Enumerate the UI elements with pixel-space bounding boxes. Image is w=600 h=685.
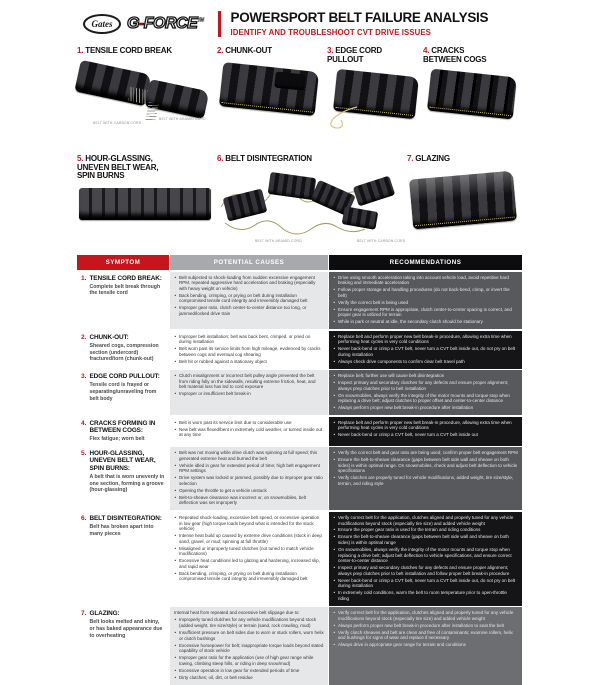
bullet-item: • Always perform proper new belt break-in procedure after installation to seat the belt bbox=[333, 623, 518, 629]
bullet-item: • In extremely cold conditions, warm the belt to room temperature prior to open-throttle riding bbox=[333, 590, 518, 601]
bullet-item: • Improper belt installation; belt was back bent, crimped, or pried on during installation bbox=[174, 334, 324, 345]
column-header-symptom: SYMPTOM bbox=[77, 255, 169, 270]
bullet-item: • Always check drive components to confirm clear belt travel path bbox=[333, 359, 518, 365]
bullet-item: • Never back-bend or crimp a CVT belt, never turn a CVT belt inside out, do not pry on belt during installation bbox=[333, 578, 518, 589]
figure-caption: BELT DISINTEGRATION bbox=[225, 154, 312, 163]
symptom-number: 6. bbox=[81, 514, 87, 522]
symptom-description: Belt has broken apart into many pieces bbox=[89, 524, 154, 537]
bullet-item: • Excessive heat conditions led to glazing and hardening, increased slip, and rapid wear bbox=[174, 558, 324, 569]
bullet-item: • Back bending, crimping, or prying on belt during installation compromised tensile cord integrity and irreversibly damaged belt bbox=[174, 293, 324, 304]
figure-caption: HOUR-GLASSING, UNEVEN BELT WEAR, SPIN BURNS bbox=[77, 154, 159, 181]
bullet-item: • Ensure the belt-to-sheave clearance (gaps between belt side wall and sheave on both sides) is within optimal range. On snowmobiles, check and adjust belt deflection to vehicle specifications bbox=[333, 457, 518, 474]
bullet-item: • Drive system was locked or jammed, possibly due to improper gear ratio selection bbox=[174, 475, 324, 486]
bullet-item: • Improper gear ratio for the application (use of high gear range while towing, climbing steep hills, or riding in deep snow/mud) bbox=[174, 655, 324, 666]
belt-cord-label: BELT WITH CARBON CORD bbox=[357, 238, 406, 243]
causes-cell bbox=[170, 512, 328, 606]
bullet-item: • Excessive operation in low gear for extended periods of time bbox=[174, 668, 324, 674]
bullet-item: • Never back-bend or crimp a CVT belt, never turn a CVT belt inside out, do not pry on belt during installation bbox=[333, 346, 518, 357]
recommendations-cell bbox=[329, 272, 522, 330]
figure-hour-glassing bbox=[77, 155, 217, 249]
symptom-number: 5. bbox=[81, 450, 87, 458]
symptom-title: EDGE CORD PULLOUT: bbox=[89, 373, 160, 381]
bullet-item: • Ensure engagement RPM is appropriate, clutch center-to-center spacing is correct, and proper gear is utilized for terrain bbox=[333, 307, 518, 318]
bullet-item: • Improperly tuned clutches for any vehicle modifications beyond stock (added weight, tire size/style) or terrain (sand, rock crawling, mud) bbox=[174, 617, 324, 628]
bullet-item: • Misaligned or improperly tuned clutches (not tuned to match vehicle modifications) bbox=[174, 546, 324, 557]
figure-caption: TENSILE CORD BREAK bbox=[85, 46, 172, 55]
bullet-item: • Verify the correct belt and gear ratio are being used; confirm proper belt engagement RPM bbox=[333, 450, 518, 456]
belt-illustration-4 bbox=[423, 67, 523, 137]
bullet-item: • Replace belt and perform proper new belt break-in procedure, allowing extra time when performing heat cycles in very cold conditions bbox=[333, 420, 518, 431]
bullet-item: • Improper or insufficient belt break-in bbox=[174, 391, 324, 397]
belt-illustration-6 bbox=[217, 167, 407, 245]
header bbox=[77, 9, 523, 39]
symptom-cell bbox=[77, 331, 169, 369]
gforce-force: FORCE bbox=[143, 15, 198, 32]
causes-cell bbox=[170, 272, 328, 330]
bullet-item: • Clutch misalignment or incorrect belt pulley angle prevented the belt from riding fully on the sidewalls, resulting extreme friction, heat, and belt material loss has led to cord exposure bbox=[174, 373, 324, 390]
bullet-item: • On snowmobiles, always verify the integrity of the motor mounts and torque stop when replacing a drive belt; adjust clutches to proper offset and center-to-center distance bbox=[333, 393, 518, 404]
symptom-title: CRACKS FORMING IN BETWEEN COGS: bbox=[89, 419, 156, 434]
symptom-description: Tensile cord is frayed or separating/unraveling from belt body bbox=[89, 382, 157, 402]
bullet-item: • Ensure the belt-to-sheave clearance (gaps between belt side wall and sheave on both sides) is within optimal range bbox=[333, 534, 518, 545]
bullet-item: • Belt was not moving while drive clutch was spinning at full speed; this generated extreme heat and burned the belt bbox=[174, 450, 324, 461]
gates-logo bbox=[83, 14, 121, 34]
belt-illustration-3 bbox=[327, 67, 423, 137]
table-row bbox=[77, 447, 523, 510]
bullet-item: • Drive using smooth acceleration taking into account vehicle load, avoid repetitive hard braking and immediate acceleration bbox=[333, 275, 518, 286]
symptom-title: BELT DISINTEGRATION: bbox=[89, 514, 162, 522]
figure-row-1 bbox=[77, 47, 523, 147]
symptom-number: 7. bbox=[81, 610, 87, 618]
gforce-logo bbox=[127, 15, 204, 33]
table-row bbox=[77, 272, 523, 330]
bullet-item: • Replace belt and perform proper new belt break-in procedure, allowing extra time when performing heat cycles in very cold conditions bbox=[333, 334, 518, 345]
gates-logo-text: Gates bbox=[91, 19, 113, 29]
header-titles bbox=[231, 11, 489, 36]
table-row bbox=[77, 417, 523, 446]
symptom-description: Sheared cogs, compression section (undercord) fractured/torn (chunk-out) bbox=[89, 342, 159, 363]
bullet-item: • Repeated shock-loading, excessive belt speed, or excessive operation in low gear (high torque loads beyond what is intended for the stock vehicle) bbox=[174, 515, 324, 532]
figure-caption: CRACKS BETWEEN COGS bbox=[423, 46, 487, 64]
pulled-cord-graphic bbox=[327, 101, 367, 131]
column-header-recommendations: RECOMMENDATIONS bbox=[329, 255, 522, 270]
symptom-cell bbox=[77, 417, 169, 446]
figure-edge-cord-pullout bbox=[327, 47, 423, 147]
bullet-item: • Verify correct belt for the application, clutches aligned and properly tuned for any vehicle modifications beyond stock (especially tire size) and added vehicle weight bbox=[333, 610, 518, 621]
bullet-item: • Back bending, crimping, or prying on belt during installation compromised tensile cord integrity and irreversibly damaged belt bbox=[174, 571, 324, 582]
column-header-potential-causes: POTENTIAL CAUSES bbox=[170, 255, 328, 270]
figure-chunk-out bbox=[217, 47, 327, 147]
recommendations-cell bbox=[329, 447, 522, 510]
bullet-item: • Always perform proper new belt break-in procedure after installation bbox=[333, 405, 518, 411]
figure-number: 1. bbox=[77, 46, 84, 55]
symptom-number: 1. bbox=[81, 274, 87, 282]
figure-caption: EDGE CORD PULLOUT bbox=[327, 46, 382, 64]
figure-cracks-between-cogs bbox=[423, 47, 523, 147]
belt-illustration-7 bbox=[407, 167, 523, 237]
figure-number: 5. bbox=[77, 154, 84, 163]
belt-illustration-2 bbox=[217, 59, 327, 129]
gforce-g: G bbox=[127, 15, 139, 32]
trademark-mark: TM bbox=[197, 17, 204, 24]
bullet-item: • New belt was flexed/bent in extremely cold weather, or turned inside out at any time bbox=[174, 427, 324, 438]
symptom-title: HOUR-GLASSING, UNEVEN BELT WEAR, SPIN BURNS: bbox=[89, 450, 156, 472]
bullet-item: • Ensure the proper gear ratio is used for the terrain and riding conditions bbox=[333, 527, 518, 533]
figure-number: 4. bbox=[423, 46, 430, 55]
bullet-item: • Insufficient pressure on belt sides due to worn or stuck rollers, worn helix or clutch bushings bbox=[174, 630, 324, 641]
table-header-row bbox=[77, 255, 523, 270]
failure-table bbox=[77, 255, 523, 685]
belt-cord-label: BELT WITH ARAMID CORD bbox=[255, 238, 302, 243]
figure-tensile-cord-break bbox=[77, 47, 217, 147]
bullet-item: • Verify clutches are properly tuned for vehicle modifications, added weight, tire size/style, terrain, and riding style bbox=[333, 475, 518, 486]
causes-cell bbox=[170, 447, 328, 510]
symptom-cell bbox=[77, 607, 169, 684]
symptom-cell bbox=[77, 512, 169, 606]
table-row bbox=[77, 607, 523, 684]
figure-caption: GLAZING bbox=[415, 154, 450, 163]
causes-cell bbox=[170, 370, 328, 415]
bullet-item: • On snowmobiles, always verify the integrity of the motor mounts and torque stop when replacing a drive belt; adjust belt deflection to vehicle specifications, and ensure correct center-to-center distance bbox=[333, 547, 518, 564]
bullet-item: • Dirty clutches; oil, dirt, or belt residue bbox=[174, 675, 324, 681]
recommendations-cell bbox=[329, 370, 522, 415]
bullet-item: • Belt-to-sheave clearance was incorrect or, on snowmobiles, belt deflection was set improperly bbox=[174, 495, 324, 506]
table-row bbox=[77, 370, 523, 415]
belt-cord-label: BELT WITH CARBON CORD bbox=[93, 120, 142, 125]
figure-number: 7. bbox=[407, 154, 414, 163]
symptom-number: 3. bbox=[81, 373, 87, 381]
causes-cell bbox=[170, 417, 328, 446]
belt-illustration-1 bbox=[77, 59, 217, 129]
symptom-description: Complete belt break through the tensile cord bbox=[89, 283, 161, 297]
bullet-item: • While in park or neutral at idle, the secondary clutch should be stationary bbox=[333, 319, 518, 325]
figure-number: 3. bbox=[327, 46, 334, 55]
bullet-item: • Inspect primary and secondary clutches for any defects and ensure proper alignment; always prep clutches prior to belt installation and follow proper belt break-in procedure bbox=[333, 565, 518, 576]
bullet-item: • Verify the correct belt is being used bbox=[333, 300, 518, 306]
symptom-number: 4. bbox=[81, 419, 87, 427]
bullet-item: • Belt is worn past its service limit due to considerable use bbox=[174, 420, 324, 426]
figure-number: 6. bbox=[217, 154, 224, 163]
symptom-cell bbox=[77, 272, 169, 330]
bullet-item: • Vehicle idled in gear for extended period of time; high belt engagement RPM settings bbox=[174, 463, 324, 474]
recommendations-cell bbox=[329, 331, 522, 369]
symptom-description: Belt looks melted and shiny, or has baked appearance due to overheating bbox=[89, 619, 163, 639]
symptom-title: GLAZING: bbox=[89, 610, 120, 618]
figure-caption: CHUNK-OUT bbox=[225, 46, 272, 55]
recommendations-cell bbox=[329, 512, 522, 606]
bullet-item: • Intense heat build up caused by extreme drive conditions (stuck in deep sand, gravel, or mud; spinning at full throttle) bbox=[174, 533, 324, 544]
belt-illustration-5 bbox=[77, 184, 217, 254]
symptom-description: Flex fatigue; worn belt bbox=[89, 436, 145, 443]
bullet-item: • Belt hit or rubbed against a stationary object bbox=[174, 359, 324, 365]
belt-cord-label: BELT WITH ARAMID CORD bbox=[159, 116, 206, 121]
bullet-item: • Verify correct belt for the application, clutches aligned and properly tuned for any vehicle modifications beyond stock (especially tire size) and added vehicle weight bbox=[333, 515, 518, 526]
figure-row-2 bbox=[77, 155, 523, 249]
symptom-title: TENSILE CORD BREAK: bbox=[89, 274, 162, 282]
bullet-item: • Verify clutch sheaves and belt are clean and free of contaminants; examine rollers, helix and bushings for signs of wear and replace if necessary bbox=[333, 630, 518, 641]
gforce-dash: - bbox=[138, 15, 144, 32]
symptom-cell bbox=[77, 370, 169, 415]
table-row bbox=[77, 512, 523, 606]
bullet-item: • Belt subjected to shock-loading from sudden excessive engagement RPM, repeated aggressive hard acceleration and braking (especially with heavy weight on vehicle) bbox=[174, 275, 324, 292]
figure-glazing bbox=[407, 155, 523, 249]
bullet-item: • Follow proper storage and handling procedures (do not back-bend, crimp, or invert the belt) bbox=[333, 287, 518, 298]
page-title: POWERSPORT BELT FAILURE ANALYSIS bbox=[230, 10, 489, 26]
header-divider bbox=[218, 11, 221, 37]
bullet-item: • Always drive in appropriate gear range for terrain and conditions bbox=[333, 642, 518, 648]
bullet-item: • Inspect primary and secondary clutches for any defects and ensure proper alignment; always prep clutches prior to belt installation bbox=[333, 380, 518, 391]
bullet-item: • Opening the throttle to get a vehicle unstuck bbox=[174, 488, 324, 494]
bullet-item: • Excessive horsepower for belt; inappropriate torque loads beyond stated capability of stock vehicle bbox=[174, 643, 324, 654]
table-row bbox=[77, 331, 523, 369]
bullet-item: • Belt worn past its service limits from high mileage, evidenced by cracks between cogs and eventual cog shearing bbox=[174, 346, 324, 357]
recommendations-cell bbox=[329, 607, 522, 684]
symptom-description: A belt that is worn unevenly in one section, forming a groove (hour-glassing) bbox=[89, 473, 165, 494]
symptom-number: 2. bbox=[81, 333, 87, 341]
causes-cell bbox=[170, 331, 328, 369]
figure-number: 2. bbox=[217, 46, 224, 55]
bullet-item: • Improper gear ratio, clutch center-to-center distance too long, or jammed/locked drive train bbox=[174, 305, 324, 316]
page-subtitle: IDENTIFY AND TROUBLESHOOT CVT DRIVE ISSUES bbox=[230, 27, 431, 37]
figure-belt-disintegration bbox=[217, 155, 407, 249]
symptom-cell bbox=[77, 447, 169, 510]
causes-cell bbox=[170, 607, 328, 684]
bullet-item: • Never back-bend or crimp a CVT belt, never turn a CVT belt inside out bbox=[333, 432, 518, 438]
causes-intro: Internal heat from repeated and excessive belt slippage due to: bbox=[174, 610, 300, 616]
recommendations-cell bbox=[329, 417, 522, 446]
symptom-title: CHUNK-OUT: bbox=[89, 333, 129, 341]
bullet-item: • Replace belt; further use will cause belt disintegration bbox=[333, 373, 518, 379]
